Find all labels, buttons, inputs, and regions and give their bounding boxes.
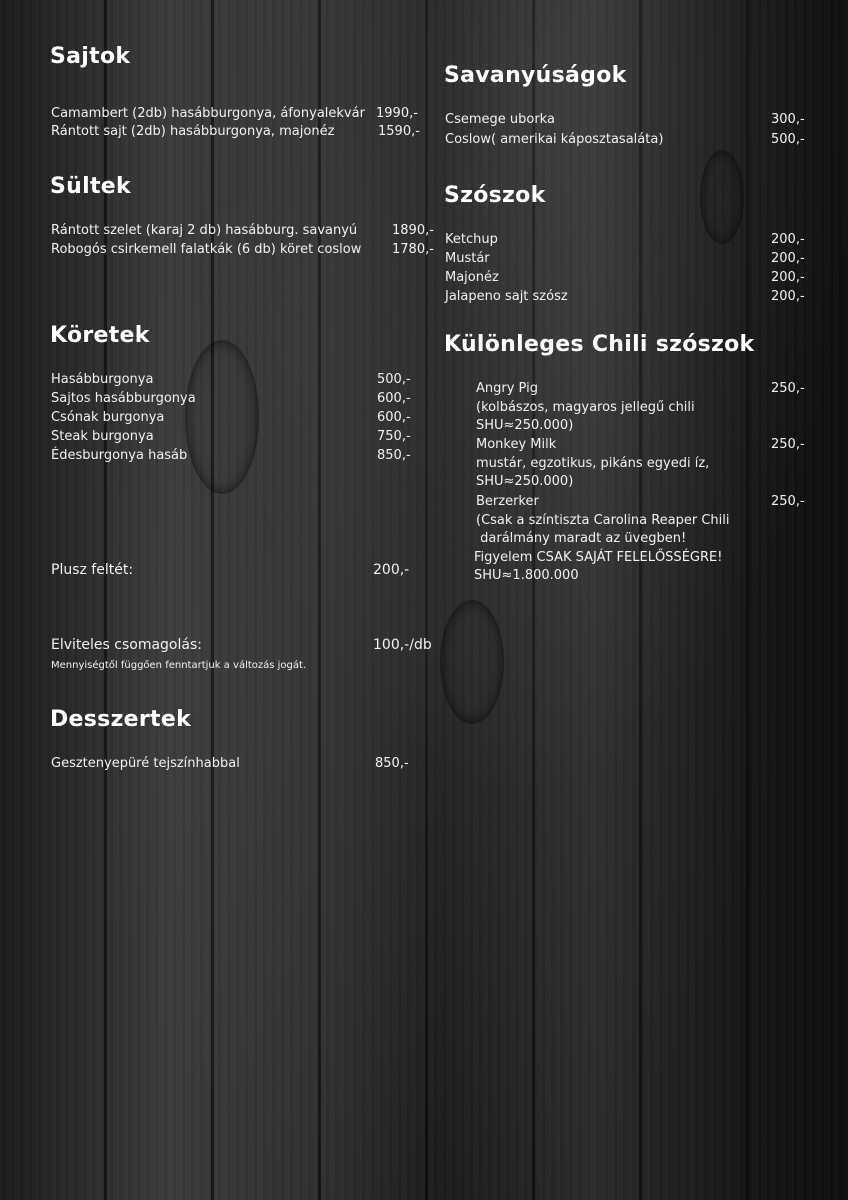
chili-item-desc: SHU≈250.000): [476, 474, 574, 489]
menu-item-price: 300,-: [771, 112, 805, 127]
menu-item-price: 500,-: [377, 372, 411, 387]
menu-item-name: Rántott sajt (2db) hasábburgonya, majonéz: [51, 124, 335, 139]
chili-item-name: Angry Pig: [476, 381, 538, 396]
chili-item-desc: mustár, egzotikus, pikáns egyedi íz,: [476, 456, 710, 471]
menu-item-name: Mustár: [445, 251, 490, 266]
menu-item-price: 200,-: [771, 270, 805, 285]
extra-topping-price: 200,-: [373, 562, 410, 578]
menu-item-name: Sajtos hasábburgonya: [51, 391, 196, 406]
chili-item-desc: darálmány maradt az üvegben!: [476, 531, 687, 546]
section-title-szoszok: Szószok: [444, 183, 546, 208]
menu-item-price: 750,-: [377, 429, 411, 444]
section-title-sajtok: Sajtok: [50, 44, 131, 69]
wood-knot: [700, 150, 744, 244]
section-title-savanyusagok: Savanyúságok: [444, 63, 627, 88]
wood-knot: [440, 600, 504, 724]
chili-item-price: 250,-: [771, 381, 805, 396]
menu-item-price: 1990,-: [376, 106, 418, 121]
takeaway-label: Elviteles csomagolás:: [51, 637, 202, 653]
menu-item-name: Robogós csirkemell falatkák (6 db) köret coslow: [51, 242, 362, 257]
takeaway-note: Mennyiségtől függően fenntartjuk a változás jogát.: [51, 660, 307, 671]
menu-item-price: 1590,-: [378, 124, 420, 139]
chili-item-desc: SHU≈250.000): [476, 418, 574, 433]
menu-item-name: Camambert (2db) hasábburgonya, áfonyalekvár: [51, 106, 365, 121]
menu-item-name: Steak burgonya: [51, 429, 154, 444]
chili-item-desc: (kolbászos, magyaros jellegű chili: [476, 400, 695, 415]
menu-item-price: 200,-: [771, 289, 805, 304]
menu-item-price: 1890,-: [392, 223, 434, 238]
menu-item-name: Hasábburgonya: [51, 372, 154, 387]
menu-item-name: Ketchup: [445, 232, 498, 247]
chili-item-price: 250,-: [771, 437, 805, 452]
wood-knot: [185, 340, 259, 494]
menu-item-name: Majonéz: [445, 270, 499, 285]
menu-item-price: 200,-: [771, 251, 805, 266]
section-title-sultek: Sültek: [50, 174, 131, 199]
section-title-chili: Különleges Chili szószok: [444, 332, 755, 357]
section-title-desszertek: Desszertek: [50, 707, 192, 732]
menu-item-price: 600,-: [377, 410, 411, 425]
extra-topping-label: Plusz feltét:: [51, 562, 134, 578]
menu-item-name: Csónak burgonya: [51, 410, 165, 425]
chili-item-name: Berzerker: [476, 494, 539, 509]
chili-item-price: 250,-: [771, 494, 805, 509]
menu-item-name: Gesztenyepüré tejszínhabbal: [51, 756, 240, 771]
menu-item-price: 600,-: [377, 391, 411, 406]
section-title-koretek: Köretek: [50, 323, 150, 348]
chili-item-name: Monkey Milk: [476, 437, 557, 452]
menu-item-name: Édesburgonya hasáb: [51, 448, 188, 463]
menu-item-name: Csemege uborka: [445, 112, 555, 127]
menu-item-name: Jalapeno sajt szósz: [445, 289, 568, 304]
chili-item-warning: Figyelem CSAK SAJÁT FELELŐSSÉGRE!: [474, 550, 723, 565]
chili-item-desc: SHU≈1.800.000: [474, 568, 579, 583]
menu-item-price: 850,-: [375, 756, 409, 771]
takeaway-price: 100,-/db: [373, 637, 432, 653]
menu-item-price: 1780,-: [392, 242, 434, 257]
menu-item-price: 850,-: [377, 448, 411, 463]
menu-item-price: 200,-: [771, 232, 805, 247]
menu-item-name: Coslow( amerikai káposztasaláta): [445, 132, 664, 147]
chili-item-desc: (Csak a színtiszta Carolina Reaper Chili: [476, 513, 730, 528]
menu-item-price: 500,-: [771, 132, 805, 147]
menu-item-name: Rántott szelet (karaj 2 db) hasábburg. savanyú: [51, 223, 358, 238]
